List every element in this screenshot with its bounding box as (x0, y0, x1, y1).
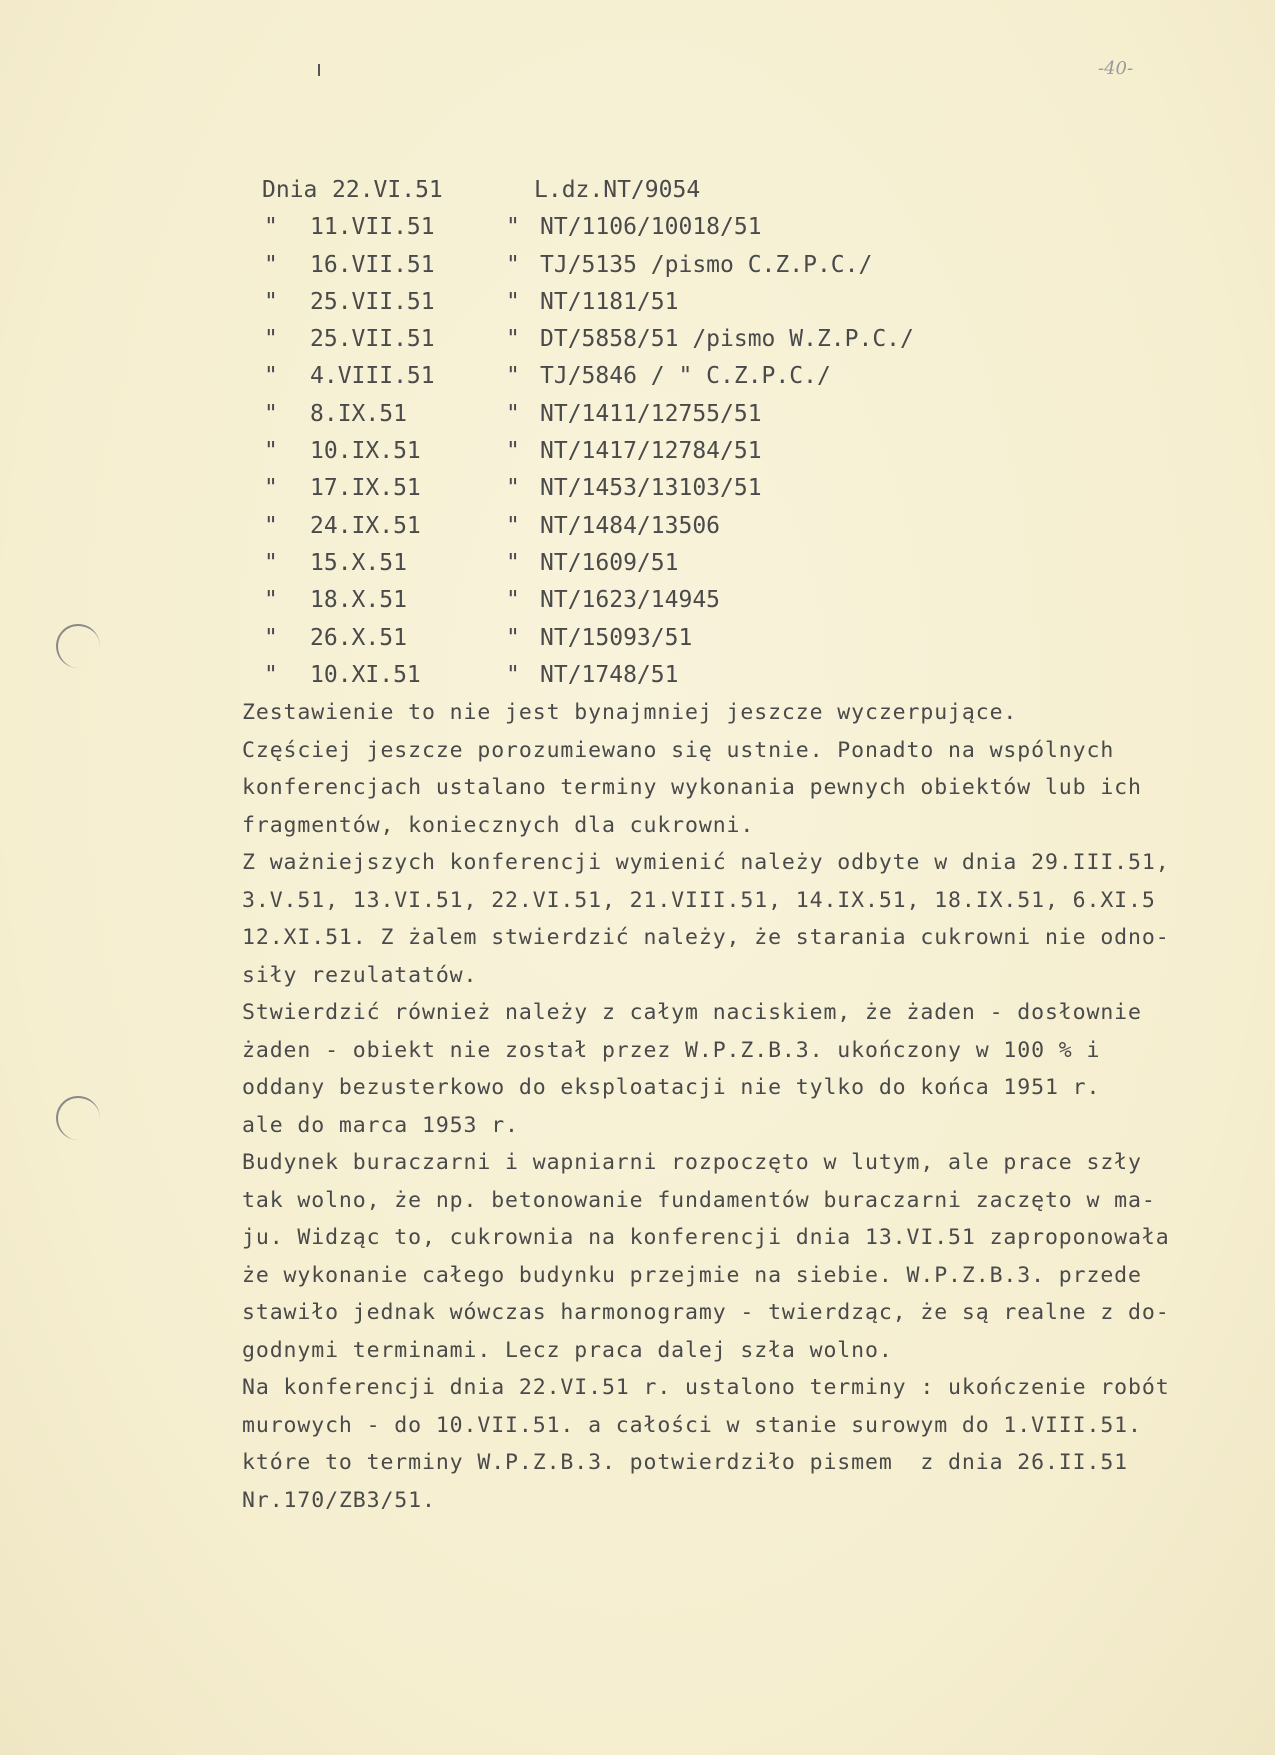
page-number: -40- (1098, 58, 1134, 79)
ditto-mark: " (506, 512, 520, 539)
ditto-mark: " (264, 624, 278, 651)
row-reference: NT/15093/51 (540, 624, 693, 651)
row-date: 25.VII.51 (310, 326, 435, 353)
ditto-mark: " (506, 587, 520, 614)
text-line: Zestawienie to nie jest bynajmniej jeszcze wyczerpujące. (242, 700, 1018, 725)
text-line: godnymi terminami. Lecz praca dalej szła wolno. (242, 1337, 893, 1363)
text-line: ale do marca 1953 r. (242, 1112, 519, 1138)
header-lead: Dnia (262, 177, 318, 203)
text-line: które to terminy W.P.Z.B.3. potwierdziło pismem z dnia 26.II.51 (242, 1450, 1129, 1475)
header-ref: L.dz.NT/9054 (534, 177, 701, 203)
ditto-mark: " (264, 214, 278, 241)
ink-mark (318, 64, 320, 76)
text-line: Częściej jeszcze porozumiewano się ustnie. Ponadto na wspólnych (242, 737, 1115, 763)
row-date: 11.VII.51 (310, 214, 435, 241)
text-line: murowych - do 10.VII.51. a całości w stanie surowym do 1.VIII.51. (242, 1412, 1142, 1438)
ditto-mark: " (506, 214, 520, 241)
header-date: 22.VI.51 (332, 177, 443, 203)
row-date: 8.IX.51 (310, 400, 407, 427)
row-reference: NT/1181/51 (540, 288, 679, 315)
text-line: Na konferencji dnia 22.VI.51 r. ustalono terminy : ukończenie robót (242, 1375, 1170, 1400)
text-line: Nr.170/ZB3/51. (242, 1487, 436, 1513)
ditto-mark: " (506, 288, 520, 315)
row-reference: DT/5858/51 /pismo W.Z.P.C./ (540, 326, 914, 353)
row-date: 15.X.51 (310, 549, 407, 576)
text-line: tak wolno, że np. betonowanie fundamentów buraczarni zaczęto w ma- (242, 1187, 1156, 1213)
ditto-mark: " (264, 512, 278, 539)
ditto-mark: " (264, 587, 278, 614)
ditto-mark: " (264, 251, 278, 278)
text-line: Budynek buraczarni i wapniarni rozpoczęto w lutym, ale prace szły (242, 1150, 1142, 1175)
text-line: stawiło jednak wówczas harmonogramy - twierdząc, że są realne z do- (242, 1300, 1170, 1325)
text-line: Z ważniejszych konferencji wymienić należy odbyte w dnia 29.III.51, (242, 850, 1170, 875)
ditto-mark: " (506, 363, 520, 390)
text-line: fragmentów, koniecznych dla cukrowni. (242, 812, 755, 838)
text-line: oddany bezusterkowo do eksploatacji nie tylko do końca 1951 r. (242, 1075, 1101, 1100)
row-reference: TJ/5135 /pismo C.Z.P.C./ (540, 251, 873, 278)
text-line: żaden - obiekt nie został przez W.P.Z.B.3. ukończony w 100 % i (242, 1037, 1101, 1063)
row-reference: NT/1417/12784/51 (540, 438, 762, 465)
row-reference: NT/1623/14945 (540, 587, 721, 614)
row-reference: NT/1748/51 (540, 661, 679, 688)
text-line: że wykonanie całego budynku przejmie na siebie. W.P.Z.B.3. przede (242, 1262, 1142, 1288)
row-date: 17.IX.51 (310, 475, 421, 502)
ditto-mark: " (506, 438, 520, 465)
ditto-mark: " (506, 624, 520, 651)
ditto-mark: " (506, 251, 520, 278)
row-reference: NT/1106/10018/51 (540, 214, 762, 241)
punch-hole-icon (56, 1096, 100, 1140)
ditto-mark: " (506, 475, 520, 502)
ditto-mark: " (264, 475, 278, 502)
text-line: ju. Widząc to, cukrownia na konferencji dnia 13.VI.51 zaproponowała (242, 1225, 1170, 1250)
ditto-mark: " (506, 326, 520, 353)
row-date: 16.VII.51 (310, 251, 435, 278)
ditto-mark: " (264, 549, 278, 576)
row-date: 4.VIII.51 (310, 363, 435, 390)
ditto-mark: " (264, 400, 278, 427)
ditto-mark: " (264, 288, 278, 315)
row-reference: TJ/5846 / " C.Z.P.C./ (540, 363, 831, 390)
ditto-mark: " (264, 363, 278, 390)
row-date: 10.IX.51 (310, 438, 421, 465)
text-line: Stwierdzić również należy z całym naciskiem, że żaden - dosłownie (242, 1000, 1142, 1025)
ditto-mark: " (264, 326, 278, 353)
ditto-mark: " (506, 400, 520, 427)
row-date: 25.VII.51 (310, 288, 435, 315)
row-reference: NT/1484/13506 (540, 512, 721, 539)
text-line: 3.V.51, 13.VI.51, 22.VI.51, 21.VIII.51, 14.IX.51, 18.IX.51, 6.XI.5 (242, 887, 1156, 913)
ditto-mark: " (264, 661, 278, 688)
ditto-mark: " (264, 438, 278, 465)
row-date: 24.IX.51 (310, 512, 421, 539)
row-reference: NT/1609/51 (540, 549, 679, 576)
body-text (242, 694, 1262, 1519)
row-date: 26.X.51 (310, 624, 407, 651)
row-reference: NT/1411/12755/51 (540, 400, 762, 427)
row-date: 18.X.51 (310, 587, 407, 614)
punch-hole-icon (56, 624, 100, 668)
text-line: konferencjach ustalano terminy wykonania pewnych obiektów lub ich (242, 775, 1142, 800)
row-date: 10.XI.51 (310, 661, 421, 688)
ditto-mark: " (506, 549, 520, 576)
row-reference: NT/1453/13103/51 (540, 475, 762, 502)
ditto-mark: " (506, 661, 520, 688)
text-line: siły rezulatatów. (242, 962, 478, 988)
text-line: 12.XI.51. Z żalem stwierdzić należy, że starania cukrowni nie odno- (242, 925, 1170, 950)
